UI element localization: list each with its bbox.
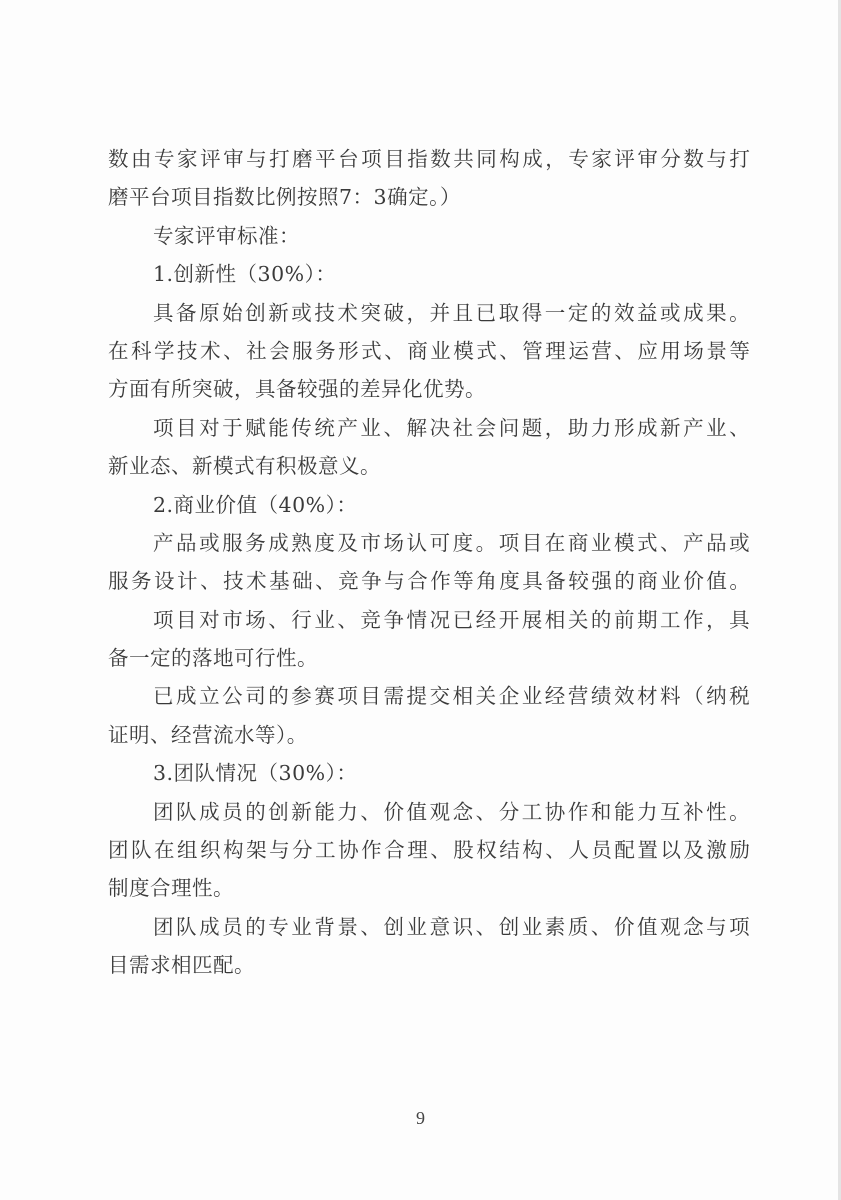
paragraph-line: 项 目 对 市 场 、 行 业 、 竞 争 情 况 已 经 开 展 相 关 的 前 期 工 作 ， 具	[153, 607, 750, 632]
criterion-heading-team: 3.团队情况（30%）：	[153, 761, 358, 786]
paragraph-line: 具 备 原 始 创 新 或 技 术 突 破 ， 并 且 已 取 得 一 定 的 效 益 或 成 果 。	[153, 300, 750, 325]
paragraph-line: 磨平台项目指数比例按照7：3确定。）	[108, 185, 461, 210]
paragraph-line: 在 科 学 技 术 、 社 会 服 务 形 式 、 商 业 模 式 、 管 理 运 营 、 应 用 场 景 等	[108, 338, 750, 363]
paragraph-line: 目需求相匹配。	[108, 953, 255, 978]
paragraph-line: 备一定的落地可行性。	[108, 646, 318, 671]
paragraph-line: 数 由 专 家 评 审 与 打 磨 平 台 项 目 指 数 共 同 构 成 ， 专 家 评 审 分 数 与 打	[108, 147, 750, 171]
paragraph-line: 方面有所突破，具备较强的差异化优势。	[108, 377, 486, 402]
section-heading: 专家评审标准：	[153, 223, 300, 248]
paragraph-line: 服 务 设 计 、 技 术 基 础 、 竞 争 与 合 作 等 角 度 具 备 较 强 的 商 业 价 值 。	[108, 569, 750, 594]
page-number: 9	[416, 1108, 425, 1128]
paragraph-line: 团 队 成 员 的 专 业 背 景 、 创 业 意 识 、 创 业 素 质 、 价 值 观 念 与 项	[153, 914, 750, 939]
paragraph-line: 证明、经营流水等）。	[108, 722, 308, 747]
paragraph-line: 团 队 成 员 的 创 新 能 力 、 价 值 观 念 、 分 工 协 作 和 能 力 互 补 性 。	[153, 799, 750, 824]
criterion-heading-commercial-value: 2.商业价值（40%）：	[153, 492, 358, 517]
criterion-heading-innovation: 1.创新性（30%）：	[153, 262, 337, 287]
paragraph-line: 已 成 立 公 司 的 参 赛 项 目 需 提 交 相 关 企 业 经 营 绩 效 材 料 （ 纳 税	[153, 684, 750, 709]
document-body	[108, 140, 750, 985]
paragraph-line: 项 目 对 于 赋 能 传 统 产 业 、 解 决 社 会 问 题 ， 助 力 形 成 新 产 业 、	[153, 415, 750, 440]
paragraph-line: 新业态、新模式有积极意义。	[108, 454, 381, 479]
paragraph-line: 产 品 或 服 务 成 熟 度 及 市 场 认 可 度 。 项 目 在 商 业 模 式 、 产 品 或	[153, 530, 750, 555]
paragraph-line: 团 队 在 组 织 构 架 与 分 工 协 作 合 理 、 股 权 结 构 、 人 员 配 置 以 及 激 励	[108, 838, 750, 863]
paragraph-line: 制度合理性。	[108, 876, 234, 901]
